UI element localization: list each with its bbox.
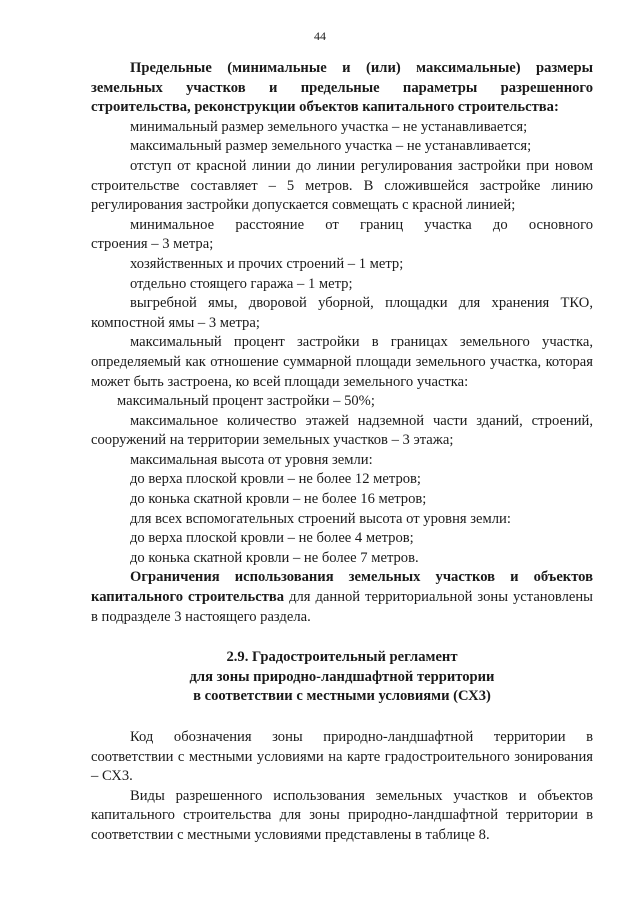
auxiliary-buildings-distance: хозяйственных и прочих строений – 1 метр;: [130, 255, 404, 272]
permitted-uses-paragraph: Виды разрешенного использования земельных участков и объектов капитального строительства для зоны природно-ландшафтной территории в соответствии с местными условиями представлены в таблице 8.: [91, 787, 593, 843]
restrictions-rest: для данной территориальной зоны установлены в подразделе 3 настоящего раздела.: [91, 589, 593, 625]
limits-heading-line-2: земельных участков и предельные параметры разрешенного: [91, 79, 593, 96]
red-line-offset: отступ от красной линии до линии регулирования застройки при новом строительстве составляет – 5 метров. В сложившейся застройке линию регулирования застройки допускается совмещать с красной линией;: [91, 157, 593, 214]
limits-heading-line-1: Предельные (минимальные и (или) максимальные) размеры: [130, 60, 593, 76]
max-coverage-definition: максимальный процент застройки в границах земельного участка, определяемый как отношение суммарной площади земельного участка, которая может быть застроена, ко всей площади земельного участка:: [91, 334, 593, 390]
max-plot-size: максимальный размер земельного участка – не устанавливается;: [130, 138, 532, 155]
auxiliary-height: для всех вспомогательных строений высота от уровня земли:: [130, 510, 511, 527]
flat-roof-height: до верха плоской кровли – не более 12 метров;: [130, 471, 421, 488]
section-title-line-2: для зоны природно-ландшафтной территории: [189, 668, 495, 685]
page-number: 44: [314, 29, 326, 43]
cesspit-distance: выгребной ямы, дворовой уборной, площадки для хранения ТКО, компостной ямы – 3 метра;: [91, 295, 593, 331]
pitched-roof-height: до конька скатной кровли – не более 16 метров;: [130, 491, 427, 508]
min-distance-line-1: минимальное расстояние от границ участка до основного: [130, 216, 593, 233]
min-plot-size: минимальный размер земельного участка – не устанавливается;: [130, 118, 528, 135]
restrictions-bold: Ограничения использования земельных участков и объектов капитального строительства: [91, 569, 593, 606]
document-body: [91, 59, 593, 846]
max-coverage-value: максимальный процент застройки – 50%;: [117, 393, 375, 410]
section-title-line-3: в соответствии с местными условиями (СХ3): [193, 688, 491, 705]
min-distance-line-2: строения – 3 метра;: [91, 236, 214, 253]
garage-distance: отдельно стоящего гаража – 1 метр;: [130, 275, 353, 292]
zone-code-paragraph: Код обозначения зоны природно-ландшафтной территории в соответствии с местными условиями на карте градостроительного зонирования – СХ3.: [91, 729, 593, 785]
aux-flat-roof-height: до верха плоской кровли – не более 4 метров;: [130, 530, 414, 547]
max-height: максимальная высота от уровня земли:: [130, 451, 373, 468]
limits-heading-line-3: строительства, реконструкции объектов капитального строительства:: [91, 99, 559, 116]
section-title-line-1: 2.9. Градостроительный регламент: [226, 649, 458, 666]
restrictions-paragraph: [91, 568, 593, 627]
max-floors: максимальное количество этажей надземной части зданий, строений, сооружений на территории земельных участков – 3 этажа;: [91, 412, 593, 449]
aux-pitched-roof-height: до конька скатной кровли – не более 7 метров.: [130, 549, 419, 566]
